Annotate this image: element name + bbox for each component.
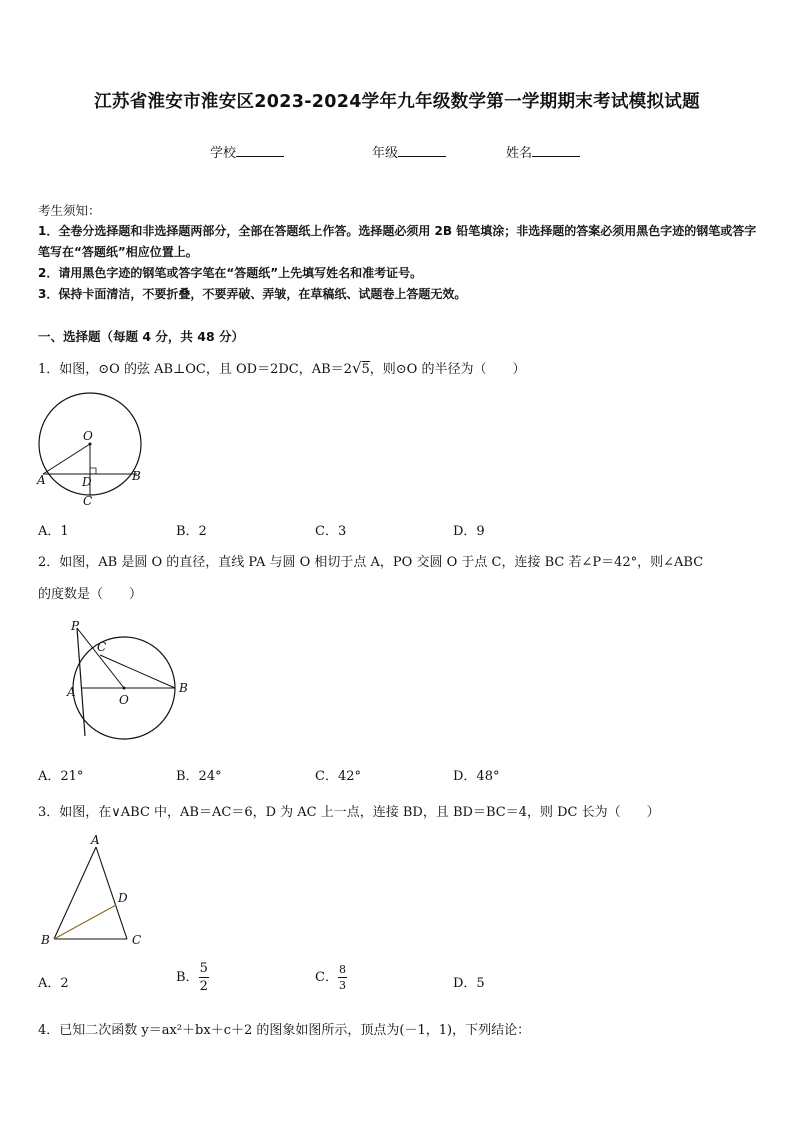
q3-label-d: D <box>118 891 128 905</box>
q1-label-d: D <box>82 475 92 489</box>
q2-center-dot <box>123 687 126 690</box>
name-label: 姓名 <box>506 146 533 161</box>
q3-label-a: A <box>91 833 100 847</box>
notice-block <box>38 200 760 305</box>
section-heading: 一、选择题（每题 4 分，共 48 分） <box>38 329 245 344</box>
q1-text-a: 1．如图，⊙O 的弦 AB⊥OC，且 OD＝2DC，AB＝2 <box>38 362 352 377</box>
page-title: 江苏省淮安市淮安区2023-2024学年九年级数学第一学期期末考试模拟试题 <box>94 92 700 112</box>
q3-option-b-fraction <box>199 962 209 993</box>
q2-stem-line1: 2．如图，AB 是圆 O 的直径，直线 PA 与圆 O 相切于点 A，PO 交圆 O 于点 C，连接 BC 若∠P＝42°，则∠ABC <box>38 555 704 570</box>
q2-label-c: C <box>97 640 107 654</box>
name-blank <box>532 145 580 157</box>
q2-option-b[interactable]: B．24° <box>176 769 222 784</box>
grade-label: 年级 <box>372 146 399 161</box>
q1-label-c: C <box>83 494 93 508</box>
q3-segment-bd <box>54 905 116 939</box>
q1-right-angle-mark <box>90 468 96 474</box>
q1-stem <box>38 358 525 377</box>
q1-label-o: O <box>83 429 93 443</box>
sqrt-symbol: √ <box>351 359 362 377</box>
school-label: 学校 <box>210 146 237 161</box>
school-blank <box>236 145 284 157</box>
q2-label-a: A <box>67 685 76 699</box>
q1-segment-oa <box>43 444 90 474</box>
q2-option-d[interactable]: D．48° <box>453 769 500 784</box>
q3-option-c-denominator: 3 <box>338 979 346 992</box>
q2-option-a[interactable]: A．21° <box>38 769 84 784</box>
q3-option-a[interactable]: A．2 <box>38 976 69 991</box>
q3-stem: 3．如图，在∨ABC 中，AB＝AC＝6，D 为 AC 上一点，连接 BD，且 BD＝BC＝4，则 DC 长为（ ） <box>38 805 660 820</box>
notice-item-2: 2．请用黑色字迹的钢笔或答字笔在“答题纸”上先填写姓名和准考证号。 <box>38 266 423 280</box>
q1-label-a: A <box>37 473 46 487</box>
q3-option-b-denominator: 2 <box>199 979 208 994</box>
q3-option-d[interactable]: D．5 <box>453 976 485 991</box>
q4-stem: 4．已知二次函数 y＝ax²＋bx＋c＋2 的图象如图所示，顶点为(－1，1)，下列结论： <box>38 1023 531 1038</box>
q2-option-c[interactable]: C．42° <box>315 769 361 784</box>
q1-text-b: ，则⊙O 的半径为（ ） <box>369 362 526 377</box>
q3-option-c-prefix: C． <box>315 970 338 985</box>
school-field <box>210 142 284 161</box>
q1-sqrt-value: 5 <box>361 362 370 377</box>
q2-label-b: B <box>179 681 188 695</box>
q3-side-ab <box>54 847 96 939</box>
q2-stem-line2: 的度数是（ ） <box>38 587 143 602</box>
notice-item-1: 1．全卷分选择题和非选择题两部分，全部在答题纸上作答。选择题必须用 2B 铅笔填涂；非选择题的答案必须用黑色字迹的钢笔或答字笔写在“答题纸”相应位置上。 <box>38 224 757 259</box>
q1-label-b: B <box>132 469 141 483</box>
q3-option-c-numerator: 8 <box>338 963 346 976</box>
q3-option-b[interactable] <box>176 962 209 993</box>
q1-option-b[interactable]: B．2 <box>176 524 207 539</box>
q1-option-a[interactable]: A．1 <box>38 524 69 539</box>
q2-label-p: P <box>71 619 80 633</box>
q3-option-b-prefix: B． <box>176 970 199 985</box>
q3-label-c: C <box>132 933 142 947</box>
q3-option-b-numerator: 5 <box>199 961 208 976</box>
grade-field <box>372 142 446 161</box>
q1-option-d[interactable]: D．9 <box>453 524 485 539</box>
q3-label-b: B <box>41 933 50 947</box>
q1-figure <box>36 392 146 512</box>
name-field <box>506 142 580 161</box>
q1-option-c[interactable]: C．3 <box>315 524 347 539</box>
notice-item-3: 3．保持卡面清洁，不要折叠，不要弄破、弄皱，在草稿纸、试题卷上答题无效。 <box>38 287 467 301</box>
grade-blank <box>398 145 446 157</box>
q3-figure <box>38 832 153 952</box>
q3-option-c-fraction <box>338 964 347 991</box>
q2-figure <box>60 618 200 743</box>
q3-option-c[interactable] <box>315 964 347 991</box>
q2-label-o: O <box>119 693 129 707</box>
notice-heading: 考生须知： <box>38 203 101 218</box>
q2-tangent-pa <box>77 628 85 736</box>
